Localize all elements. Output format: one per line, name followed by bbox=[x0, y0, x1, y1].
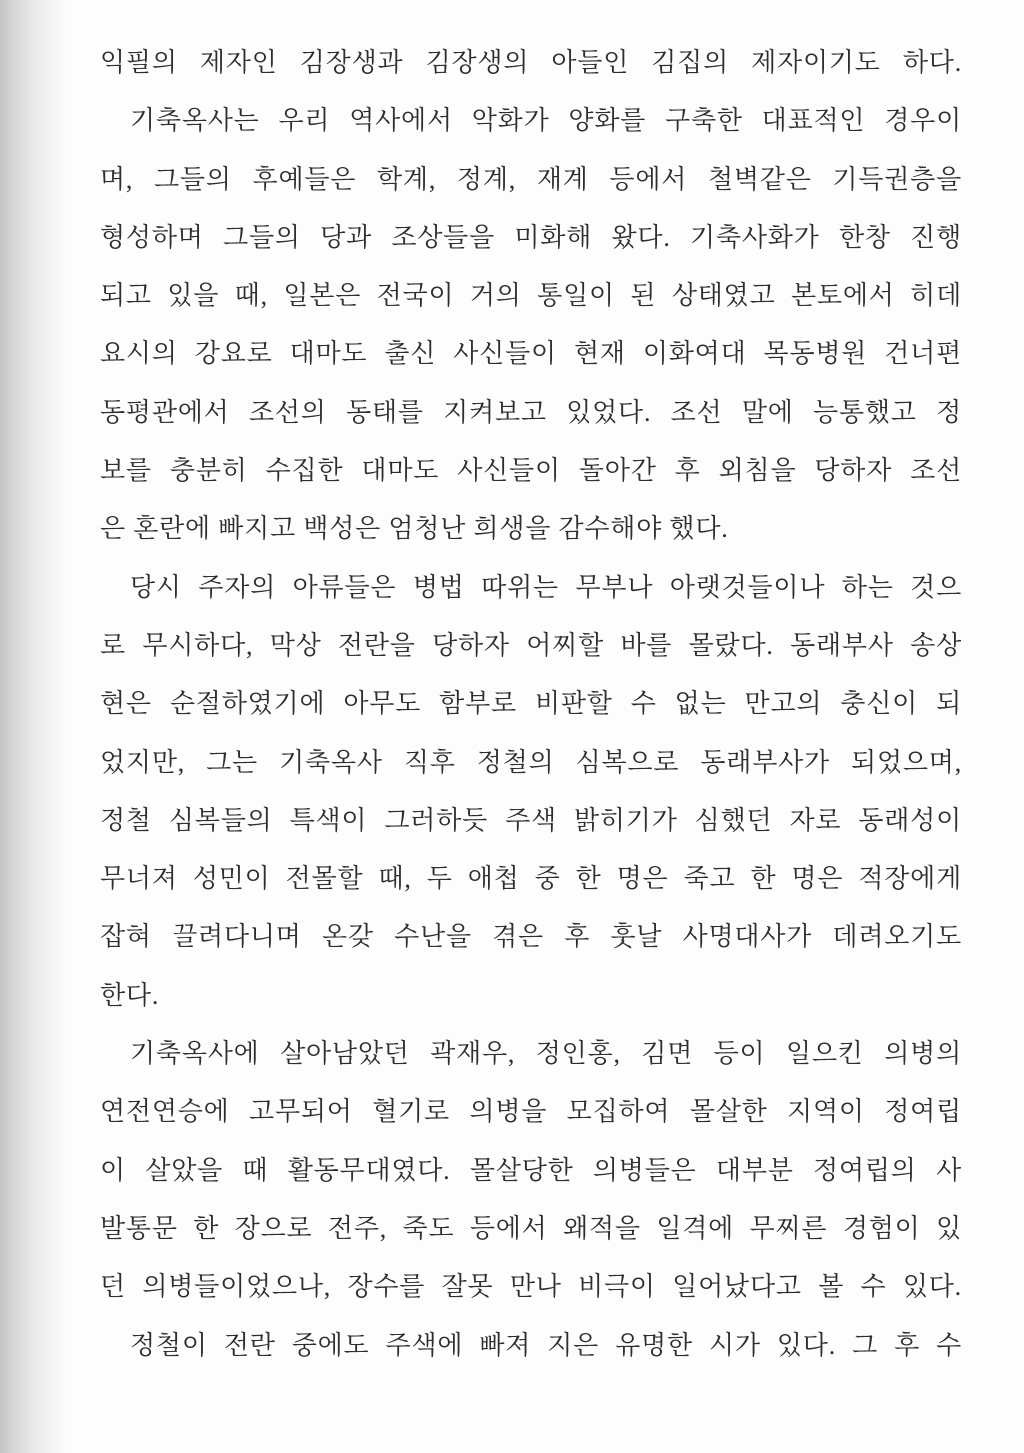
text-line: 보를 충분히 수집한 대마도 사신들이 돌아간 후 외침을 당하자 조선 bbox=[100, 456, 962, 486]
text-line: 은 혼란에 빠지고 백성은 엄청난 희생을 감수해야 했다. bbox=[100, 514, 729, 544]
text-line: 되고 있을 때, 일본은 전국이 거의 통일이 된 상태였고 본토에서 히데 bbox=[100, 281, 962, 311]
text-line: 이 살았을 때 활동무대였다. 몰살당한 의병들은 대부분 정여립의 사 bbox=[100, 1155, 962, 1185]
page-binding-shadow bbox=[0, 0, 68, 1453]
text-line: 정철이 전란 중에도 주색에 빠져 지은 유명한 시가 있다. 그 후 수 bbox=[130, 1330, 962, 1360]
body-text bbox=[100, 34, 962, 1375]
text-line: 연전연승에 고무되어 혈기로 의병을 모집하여 몰살한 지역이 정여립 bbox=[100, 1097, 962, 1127]
text-line: 무너져 성민이 전몰할 때, 두 애첩 중 한 명은 죽고 한 명은 적장에게 bbox=[100, 864, 962, 894]
text-line: 형성하며 그들의 당과 조상들을 미화해 왔다. 기축사화가 한창 진행 bbox=[100, 222, 962, 252]
text-line: 한다. bbox=[100, 980, 160, 1010]
text-line: 기축옥사에 살아남았던 곽재우, 정인홍, 김면 등이 일으킨 의병의 bbox=[130, 1039, 962, 1069]
text-line: 요시의 강요로 대마도 출신 사신들이 현재 이화여대 목동병원 건너편 bbox=[100, 339, 962, 369]
text-line: 었지만, 그는 기축옥사 직후 정철의 심복으로 동래부사가 되었으며, bbox=[100, 747, 962, 777]
text-line: 로 무시하다, 막상 전란을 당하자 어찌할 바를 몰랐다. 동래부사 송상 bbox=[100, 630, 962, 660]
text-line: 정철 심복들의 특색이 그러하듯 주색 밝히기가 심했던 자로 동래성이 bbox=[100, 805, 962, 835]
text-line: 익필의 제자인 김장생과 김장생의 아들인 김집의 제자이기도 하다. bbox=[100, 48, 962, 77]
text-line: 며, 그들의 후예들은 학계, 정계, 재계 등에서 철벽같은 기득권층을 bbox=[100, 164, 962, 194]
text-line: 당시 주자의 아류들은 병법 따위는 무부나 아랫것들이나 하는 것으 bbox=[130, 572, 962, 602]
text-line: 현은 순절하였기에 아무도 함부로 비판할 수 없는 만고의 충신이 되 bbox=[100, 689, 962, 719]
text-line: 동평관에서 조선의 동태를 지켜보고 있었다. 조선 말에 능통했고 정 bbox=[100, 397, 962, 427]
text-line: 기축옥사는 우리 역사에서 악화가 양화를 구축한 대표적인 경우이 bbox=[130, 106, 962, 136]
text-line: 던 의병들이었으나, 장수를 잘못 만나 비극이 일어났다고 볼 수 있다. bbox=[100, 1272, 962, 1302]
text-line: 잡혀 끌려다니며 온갖 수난을 겪은 후 훗날 사명대사가 데려오기도 bbox=[100, 922, 962, 952]
text-line: 발통문 한 장으로 전주, 죽도 등에서 왜적을 일격에 무찌른 경험이 있 bbox=[100, 1213, 962, 1243]
